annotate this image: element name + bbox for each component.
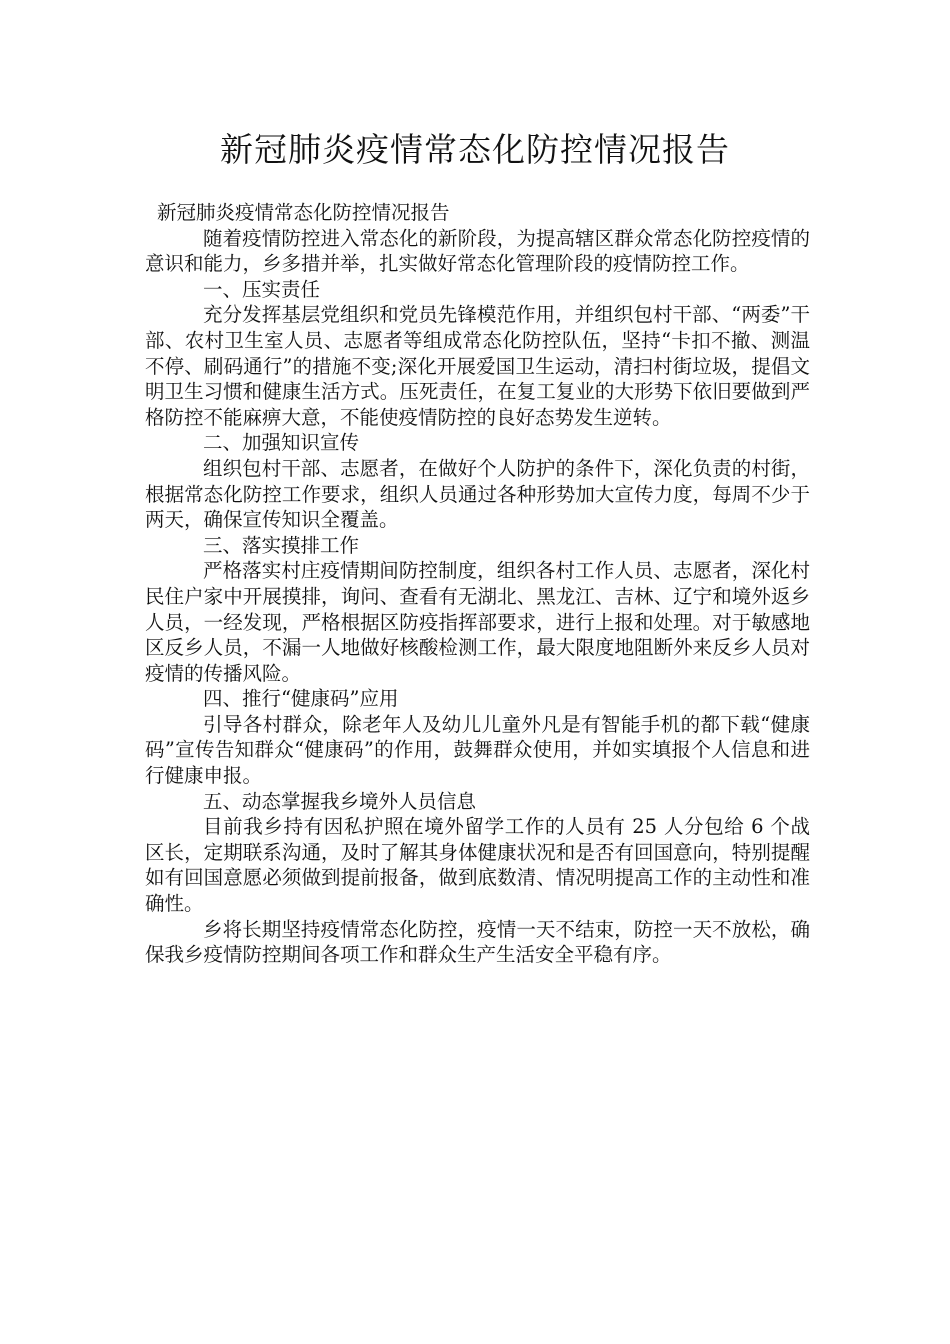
section-heading: 四、推行“健康码”应用 xyxy=(203,687,399,711)
body-paragraph: 充分发挥基层党组织和党员先锋模范作用，并组织包村干部、“两委”干部、农村卫生室人员、志愿者等组成常态化防控队伍，坚持“卡扣不撤、测温不停、刷码通行”的措施不变;深化开展爱国卫生运动，清扫村街垃圾，提倡文明卫生习惯和健康生活方式。压死责任，在复工复业的大形势下依旧要做到严格防控不能麻痹大意，不能使疫情防控的良好态势发生逆转。 xyxy=(145,303,810,429)
body-paragraph: 目前我乡持有因私护照在境外留学工作的人员有 25 人分包给 6 个战区长，定期联系沟通，及时了解其身体健康状况和是否有回国意向，特别提醒如有回国意愿必须做到提前报备，做到底数清、情况明提高工作的主动性和准确性。 xyxy=(145,815,810,916)
body-paragraph: 严格落实村庄疫情期间防控制度，组织各村工作人员、志愿者，深化村民住户家中开展摸排，询问、查看有无湖北、黑龙江、吉林、辽宁和境外返乡人员，一经发现，严格根据区防疫指挥部要求，进行上报和处理。对于敏感地区反乡人员，不漏一人地做好核酸检测工作，最大限度地阻断外来反乡人员对疫情的传播风险。 xyxy=(145,559,810,685)
section-heading: 一、压实责任 xyxy=(203,277,321,301)
closing-paragraph: 乡将长期坚持疫情常态化防控，疫情一天不结束，防控一天不放松，确保我乡疫情防控期间各项工作和群众生产生活安全平稳有序。 xyxy=(145,917,810,967)
section-heading: 二、加强知识宣传 xyxy=(203,431,360,455)
body-paragraph: 引导各村群众，除老年人及幼儿儿童外凡是有智能手机的都下载“健康码”宣传告知群众“健康码”的作用，鼓舞群众使用，并如实填报个人信息和进行健康申报。 xyxy=(145,712,810,788)
document-subtitle: 新冠肺炎疫情常态化防控情况报告 xyxy=(157,201,450,224)
document-body xyxy=(145,200,810,968)
document-title: 新冠肺炎疫情常态化防控情况报告 xyxy=(220,130,730,169)
section-heading: 三、落实摸排工作 xyxy=(203,533,360,557)
section-heading: 五、动态掌握我乡境外人员信息 xyxy=(203,789,477,813)
body-paragraph: 组织包村干部、志愿者，在做好个人防护的条件下，深化负责的村街，根据常态化防控工作要求，组织人员通过各种形势加大宣传力度，每周不少于两天，确保宣传知识全覆盖。 xyxy=(145,456,810,532)
intro-paragraph: 随着疫情防控进入常态化的新阶段，为提高辖区群众常态化防控疫情的意识和能力，乡多措并举，扎实做好常态化管理阶段的疫情防控工作。 xyxy=(145,226,810,276)
